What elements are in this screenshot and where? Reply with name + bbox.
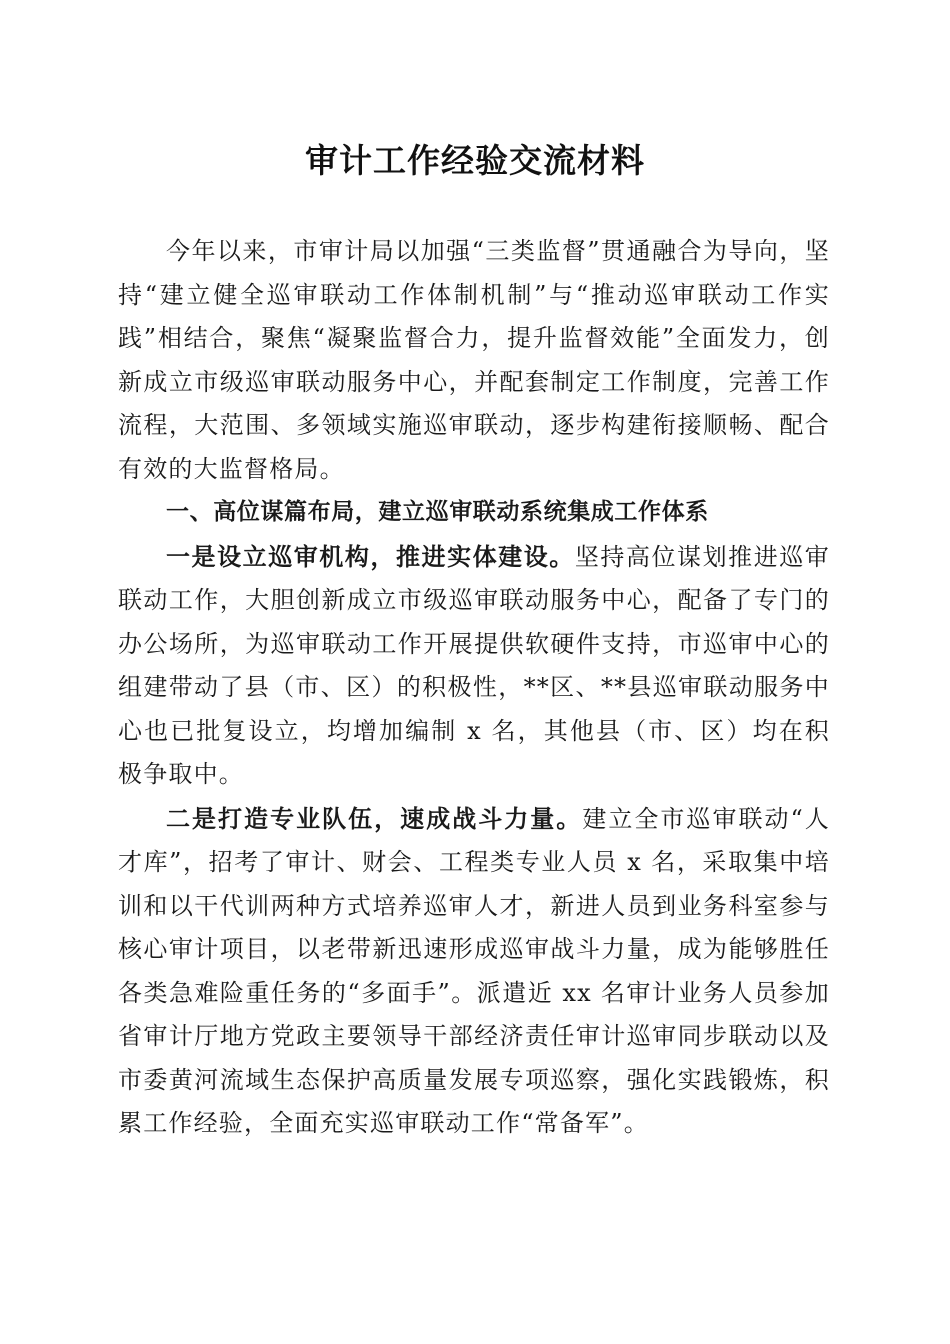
paragraph-2	[118, 797, 830, 1146]
paragraph-2-text: 建立全市巡审联动“人才库”，招考了审计、财会、工程类专业人员 x 名，采取集中培训和以干代训两种方式培养巡审人才，新进人员到业务科室参与核心审计项目，以老带新迅速形成巡审战斗力量，成为能够胜任各类急难险重任务的“多面手”。派遣近 xx 名审计业务人员参加省审计厅地方党政主要领导干部经济责任审计巡审同步联动以及市委黄河流域生态保护高质量发展专项巡察，强化实践锻炼，积累工作经验，全面充实巡审联动工作“常备军”。	[118, 804, 830, 1137]
paragraph-1-lead: 一是设立巡审机构，推进实体建设。	[166, 541, 575, 571]
intro-paragraph: 今年以来，市审计局以加强“三类监督”贯通融合为导向，坚持“建立健全巡审联动工作体制机制”与“推动巡审联动工作实践”相结合，聚焦“凝聚监督合力，提升监督效能”全面发力，创新成立市级巡审联动服务中心，并配套制定工作制度，完善工作流程，大范围、多领域实施巡审联动，逐步构建衔接顺畅、配合有效的大监督格局。	[118, 237, 830, 483]
document-body	[118, 230, 830, 1146]
paragraph-2-lead: 二是打造专业队伍，速成战斗力量。	[166, 803, 583, 833]
paragraph-1-text: 坚持高位谋划推进巡审联动工作，大胆创新成立市级巡审联动服务中心，配备了专门的办公场所，为巡审联动工作开展提供软硬件支持，市巡审中心的组建带动了县（市、区）的积极性，**区、**县巡审联动服务中心也已批复设立，均增加编制 x 名，其他县（市、区）均在积极争取中。	[118, 542, 831, 788]
document-title: 审计工作经验交流材料	[305, 141, 645, 180]
paragraph-1	[118, 535, 830, 797]
section-heading: 一、高位谋篇布局，建立巡审联动系统集成工作体系	[166, 499, 709, 525]
